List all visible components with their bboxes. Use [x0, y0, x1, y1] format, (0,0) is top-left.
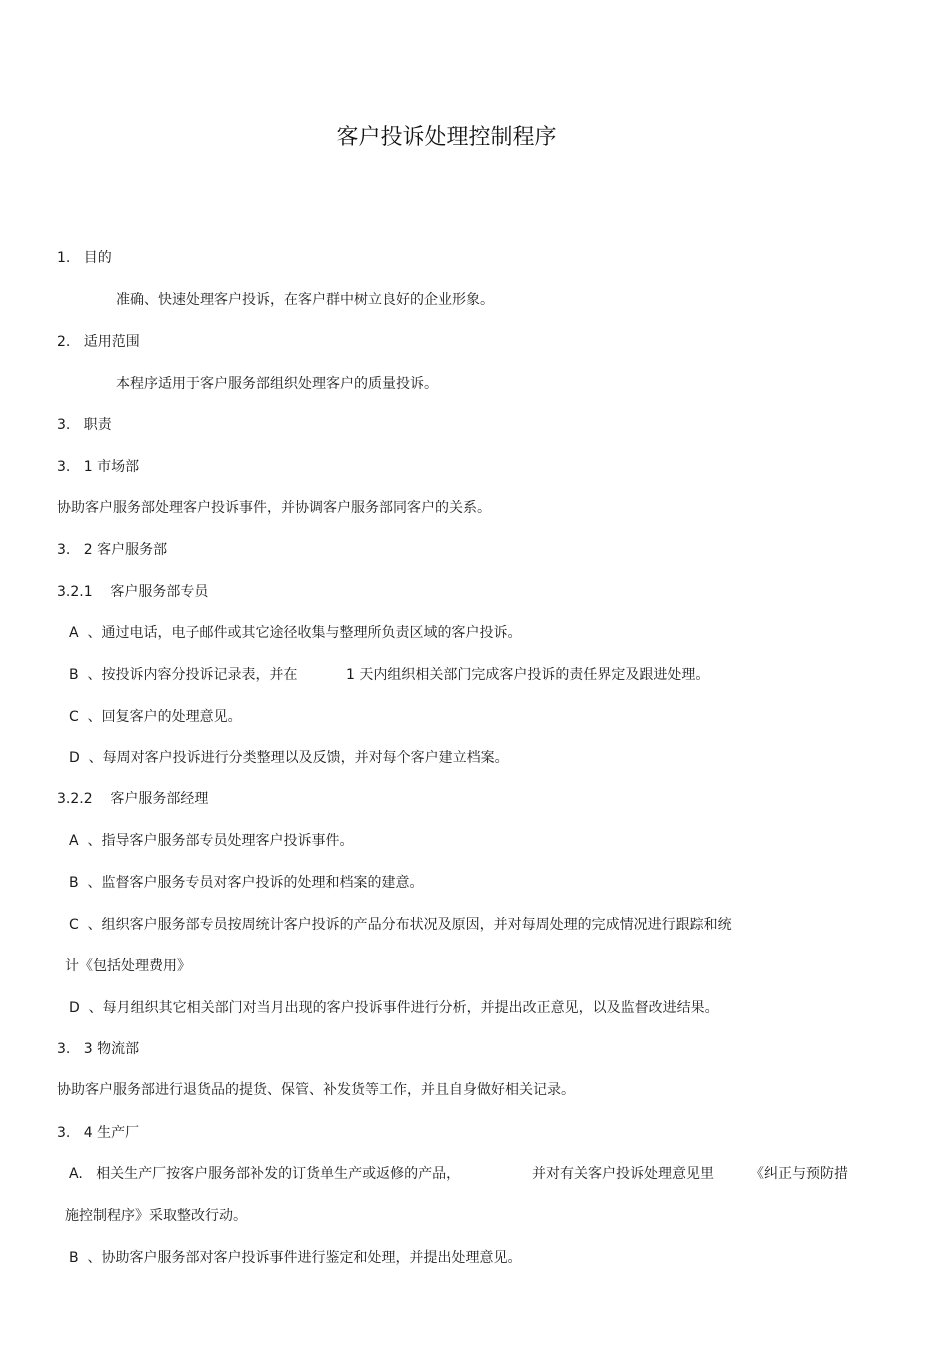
- section-3-4-item-b: B 、协助客户服务部对客户投诉事件进行鉴定和处理，并提出处理意见。: [69, 1250, 522, 1266]
- section-3-2-1-heading: 3.2.1 客户服务部专员: [57, 584, 209, 600]
- section-3-3-body: 协助客户服务部进行退货品的提货、保管、补发货等工作，并且自身做好相关记录。: [57, 1082, 575, 1098]
- section-1-heading: 1. 目的: [57, 250, 112, 266]
- section-1-body: 准确、快速处理客户投诉，在客户群中树立良好的企业形象。: [116, 292, 494, 308]
- section-3-2-2-item-d: D 、每月组织其它相关部门对当月出现的客户投诉事件进行分析，并提出改正意见，以及监督改进结果。: [69, 1000, 719, 1016]
- section-2-body: 本程序适用于客户服务部组织处理客户的质量投诉。: [116, 376, 438, 392]
- document-title: 客户投诉处理控制程序: [336, 125, 557, 150]
- section-3-4-heading: 3. 4 生产厂: [57, 1125, 140, 1141]
- section-3-2-1-item-d: D 、每周对客户投诉进行分类整理以及反馈，并对每个客户建立档案。: [69, 750, 509, 766]
- section-3-2-1-item-b-part2: 1 天内组织相关部门完成客户投诉的责任界定及跟进处理。: [346, 667, 710, 683]
- section-3-1-body: 协助客户服务部处理客户投诉事件，并协调客户服务部同客户的关系。: [57, 500, 491, 516]
- section-3-2-1-item-b-part1: B 、按投诉内容分投诉记录表，并在: [69, 667, 298, 683]
- section-2-heading: 2. 适用范围: [57, 334, 140, 350]
- section-3-2-2-item-a: A 、指导客户服务部专员处理客户投诉事件。: [69, 833, 354, 849]
- section-3-4-item-a-part1: A. 相关生产厂按客户服务部补发的订货单生产或返修的产品，: [69, 1166, 461, 1182]
- section-3-2-1-item-c: C 、回复客户的处理意见。: [69, 709, 242, 725]
- section-3-2-2-heading: 3.2.2 客户服务部经理: [57, 791, 209, 807]
- section-3-2-heading: 3. 2 客户服务部: [57, 542, 168, 558]
- section-3-2-1-item-a: A 、通过电话，电子邮件或其它途径收集与整理所负责区域的客户投诉。: [69, 625, 522, 641]
- section-3-4-item-a-part3: 《纠正与预防措: [750, 1166, 848, 1182]
- section-3-1-heading: 3. 1 市场部: [57, 459, 140, 475]
- section-3-4-item-a-line2: 施控制程序》采取整改行动。: [65, 1208, 247, 1224]
- section-3-2-2-item-c-line2: 计《包括处理费用》: [65, 958, 191, 974]
- section-3-2-2-item-c-line1: C 、组织客户服务部专员按周统计客户投诉的产品分布状况及原因，并对每周处理的完成情况进行跟踪和统: [69, 917, 732, 933]
- section-3-4-item-a-part2: 并对有关客户投诉处理意见里: [532, 1166, 714, 1182]
- section-3-2-2-item-b: B 、监督客户服务专员对客户投诉的处理和档案的建意。: [69, 875, 424, 891]
- section-3-heading: 3. 职责: [57, 417, 112, 433]
- section-3-3-heading: 3. 3 物流部: [57, 1041, 140, 1057]
